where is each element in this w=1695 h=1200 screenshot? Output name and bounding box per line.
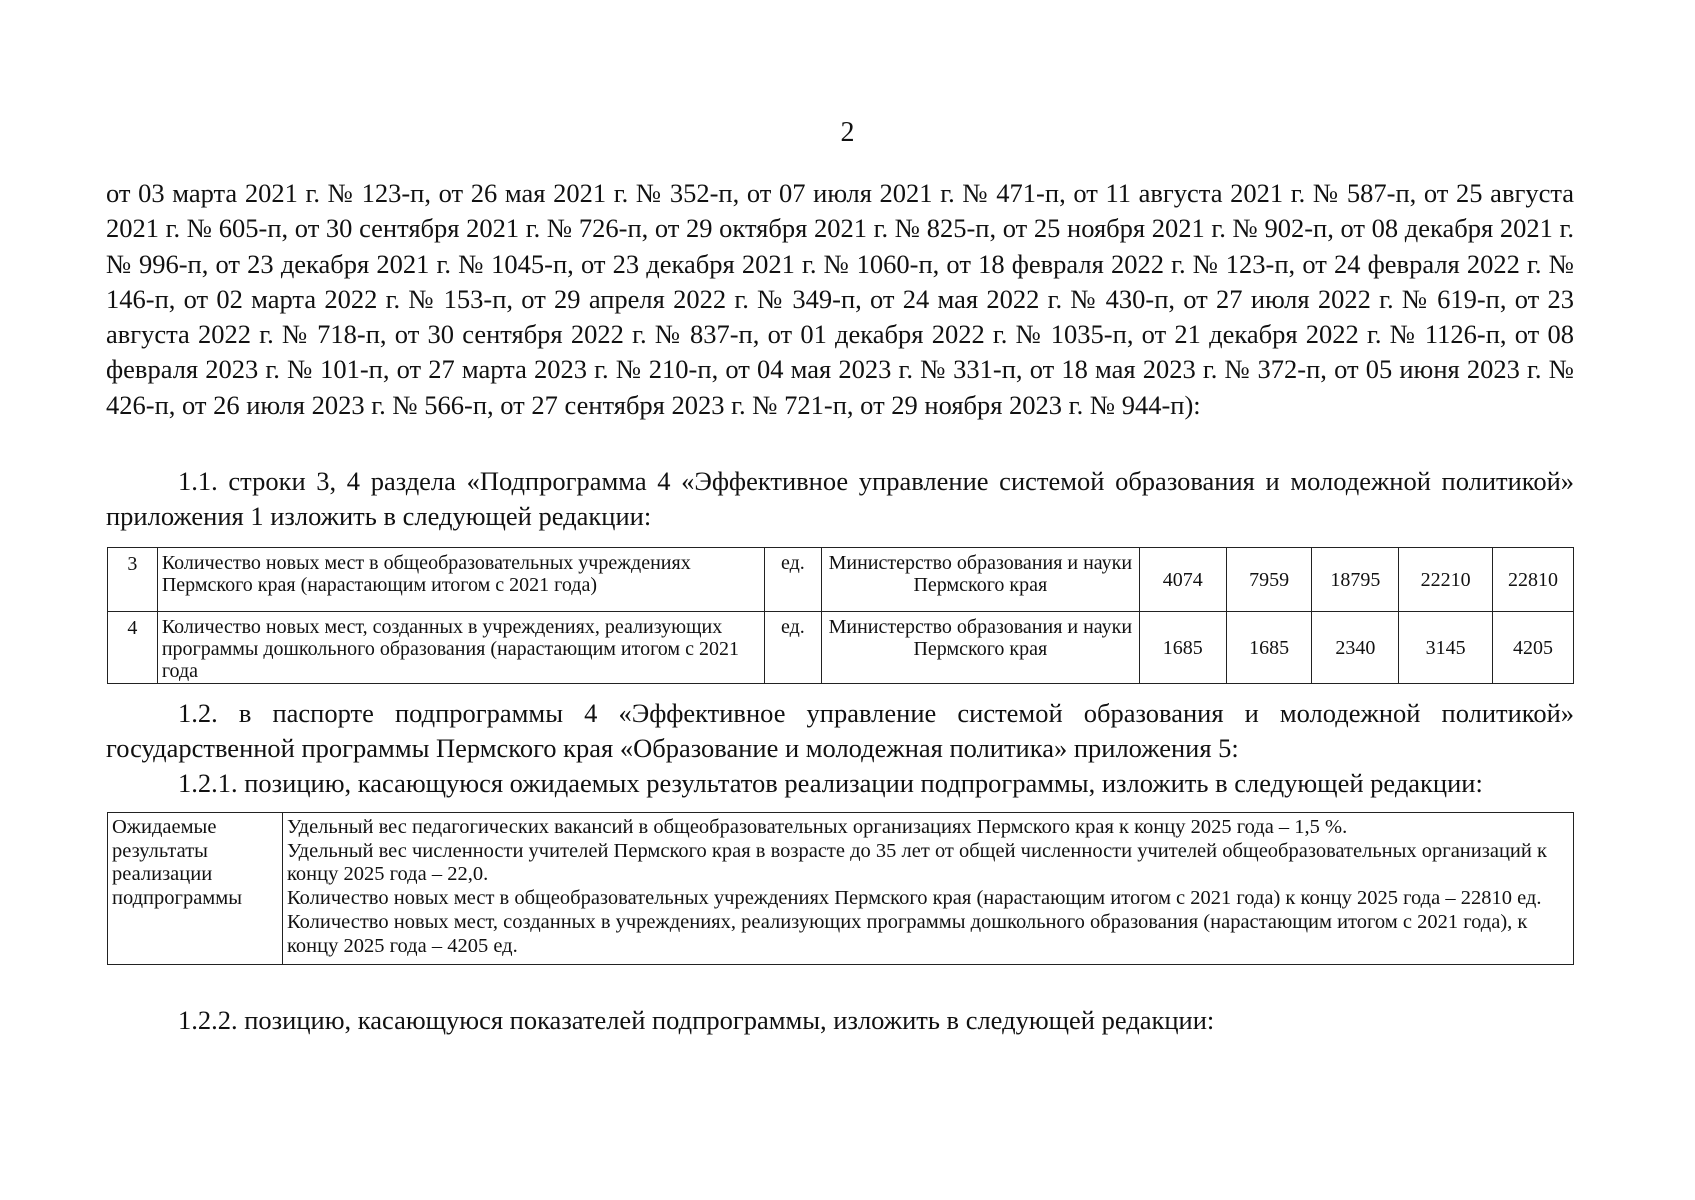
result-line: Количество новых мест, созданных в учреждениях, реализующих программы дошкольного образования (нарастающим итогом с 2021 года), к концу 2025 года – 4205 ед. — [287, 910, 1528, 957]
item-1-1-paragraph: 1.1. строки 3, 4 раздела «Подпрограмма 4 «Эффективное управление системой образования и молодежной политикой» приложения 1 изложить в следующей редакции: — [106, 466, 1574, 532]
row-number: 3 — [108, 548, 158, 612]
indicator-name: Количество новых мест в общеобразовательных учреждениях Пермского края (нарастающим итогом с 2021 года) — [157, 548, 764, 612]
responsible-org: Министерство образования и науки Пермского края — [821, 548, 1139, 612]
value-cell: 1685 — [1226, 612, 1312, 684]
expected-results-table — [107, 812, 1574, 965]
result-line: Удельный вес педагогических вакансий в общеобразовательных организациях Пермского края к концу 2025 года – 1,5 %. — [287, 816, 1348, 838]
table-row — [108, 612, 1574, 684]
value-cell: 22210 — [1399, 548, 1493, 612]
table-row — [108, 548, 1574, 612]
value-cell: 22810 — [1493, 548, 1574, 612]
value-cell: 4074 — [1139, 548, 1226, 612]
value-cell: 2340 — [1312, 612, 1399, 684]
results-content — [283, 813, 1574, 965]
row-number: 4 — [108, 612, 158, 684]
item-1-2-2-paragraph: 1.2.2. позицию, касающуюся показателей подпрограммы, изложить в следующей редакции: — [178, 1005, 1215, 1035]
value-cell: 18795 — [1312, 548, 1399, 612]
item-1-2-paragraph: 1.2. в паспорте подпрограммы 4 «Эффективное управление системой образования и молодежной политикой» государственной программы Пермского края «Образование и молодежная политика» приложения 5: — [106, 698, 1574, 764]
amendment-list-paragraph: от 03 марта 2021 г. № 123-п, от 26 мая 2021 г. № 352-п, от 07 июля 2021 г. № 471-п, от 11 августа 2021 г. № 587-п, от 25 августа 2021 г. № 605-п, от 30 сентября 2021 г. № 726-п, от 29 октября 2021 г. № 825-п, от 25 ноября 2021 г. № 902-п, от 08 декабря 2021 г. № 996-п, от 23 декабря 2021 г. № 1045-п, от 23 декабря 2021 г. № 1060-п, от 18 февраля 2022 г. № 123-п, от 24 февраля 2022 г. № 146-п, от 02 марта 2022 г. № 153-п, от 29 апреля 2022 г. № 349-п, от 24 мая 2022 г. № 430-п, от 27 июля 2022 г. № 619-п, от 23 августа 2022 г. № 718-п, от 30 сентября 2022 г. № 837-п, от 01 декабря 2022 г. № 1035-п, от 21 декабря 2022 г. № 1126-п, от 08 февраля 2023 г. № 101-п, от 27 марта 2023 г. № 210-п, от 04 мая 2023 г. № 331-п, от 18 мая 2023 г. № 372-п, от 05 июня 2023 г. № 426-п, от 26 июля 2023 г. № 566-п, от 27 сентября 2023 г. № 721-п, от 29 ноября 2023 г. № 944-п): — [106, 178, 1574, 420]
responsible-org: Министерство образования и науки Пермского края — [821, 612, 1139, 684]
page-number: 2 — [840, 117, 855, 148]
results-label: Ожидаемые результаты реализации подпрограммы — [108, 813, 283, 965]
indicator-name: Количество новых мест, созданных в учреждениях, реализующих программы дошкольного образования (нарастающим итогом с 2021 года — [157, 612, 764, 684]
value-cell: 3145 — [1399, 612, 1493, 684]
table-row — [108, 813, 1574, 965]
indicators-table — [107, 547, 1574, 684]
value-cell: 7959 — [1226, 548, 1312, 612]
value-cell: 4205 — [1493, 612, 1574, 684]
result-line: Удельный вес численности учителей Пермского края в возрасте до 35 лет от общей численности учителей общеобразовательных организаций к концу 2025 года – 22,0. — [287, 839, 1547, 886]
unit-cell: ед. — [764, 548, 821, 612]
result-line: Количество новых мест в общеобразовательных учреждениях Пермского края (нарастающим итогом с 2021 года) к концу 2025 года – 22810 ед. — [287, 887, 1542, 910]
item-1-2-1-paragraph: 1.2.1. позицию, касающуюся ожидаемых результатов реализации подпрограммы, изложить в следующей редакции: — [178, 768, 1483, 798]
unit-cell: ед. — [764, 612, 821, 684]
value-cell: 1685 — [1139, 612, 1226, 684]
